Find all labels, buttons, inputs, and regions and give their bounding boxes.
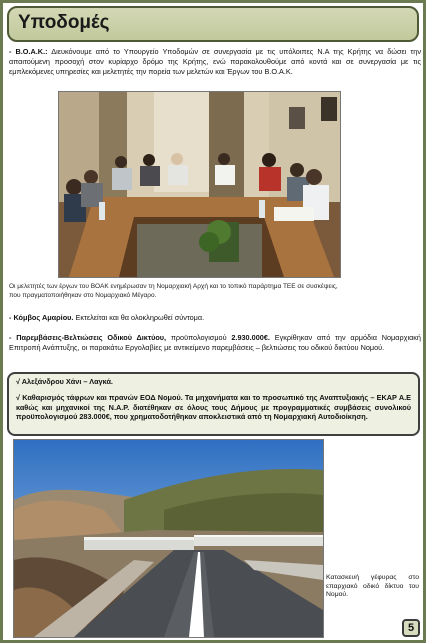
paremvaseis-text-before: προϋπολογισμού — [170, 333, 227, 342]
section-header — [7, 6, 419, 42]
meeting-photo — [58, 91, 341, 278]
highlight-item-2-budget: συνολικού προϋπολογισμού 283.000€, — [16, 402, 412, 422]
paremvaseis-text-after: Εγκρίθηκαν από την αρμόδια Νομαρχιακή Επιτροπή Ανάπτυξης, οι παρακάτω Εργολαβίες με αντικείμενο παρεμβάσεις – βελτιώσεις του οδικού δικτύου Νομού. — [9, 333, 421, 352]
paremvaseis-amount: 2.930.000€. — [231, 333, 270, 342]
paremvaseis-label: - Παρεμβάσεις-Βελτιώσεις Οδικού Δικτύου, — [9, 333, 167, 342]
kombos-text: Εκτελείται και θα ολοκληρωθεί σύντομα. — [75, 313, 205, 322]
projects-highlight-box — [7, 372, 420, 436]
highlight-item-2-text: √ Καθαρισμός τάφρων και πρανών ΕΟΔ Νομού. Τα μηχανήματα και το προσωπικό της Αναπτυξιακής – ΕΚΑΡ Α.Ε καθώς και μηχανικοί της Ν.Α.Ρ. διατέθηκαν σε όλους τους Δήμους με προγραμματικές συμβάσεις — [16, 392, 411, 412]
bridge-road-photo — [13, 439, 324, 638]
road-photo-caption: Κατασκευή γέφυρας στο επαρχιακό οδικό δίκτυο του Νομού. — [326, 574, 419, 599]
highlight-item-2 — [16, 393, 411, 422]
intro-paragraph — [9, 47, 421, 76]
highlight-item-1: √ Αλεξάνδρου Χάνι – Λαγκά. — [16, 377, 113, 386]
intro-label: - Β.Ο.Α.Κ.: — [9, 47, 48, 56]
highlight-item-2-end: που χρηματοδοτήθηκαν αποκλειστικά από τη Νομαρχιακή Αυτοδιοίκηση. — [113, 412, 368, 422]
intro-text: Διευκόνουμε από το Υπουργείο Υποδομών σε συνεργασία με τις υπόλοιπες Ν.Α της Κρήτης να δώσει την απαιτούμενη προσοχή στον κυρίαρχο δρόμο της Κρήτης, ενώ παρακολουθούμε από κοντά και σε συνεργασία με τις εμπλεκόμενες υπηρεσίες και μελετητές την πορεία των μελετών και Έργων του Β.Ο.Α.Κ. — [9, 47, 422, 76]
page-title: Υποδομές — [18, 12, 110, 33]
page-number: 5 — [402, 619, 420, 637]
kombos-label: - Κόμβος Αμαρίου. — [9, 313, 74, 322]
photo-caption: Οι μελετητές των έργων του ΒΟΑΚ ενημέρωσαν τη Νομαρχιακή Αρχή και το τοπικό παράρτημα ΤΕΕ σε συσκέψεις, που πραγματοποιήθηκαν στο Νομαρχιακό Μέγαρο. — [9, 283, 338, 299]
kombos-paragraph — [9, 313, 421, 323]
paremvaseis-paragraph — [9, 333, 421, 353]
